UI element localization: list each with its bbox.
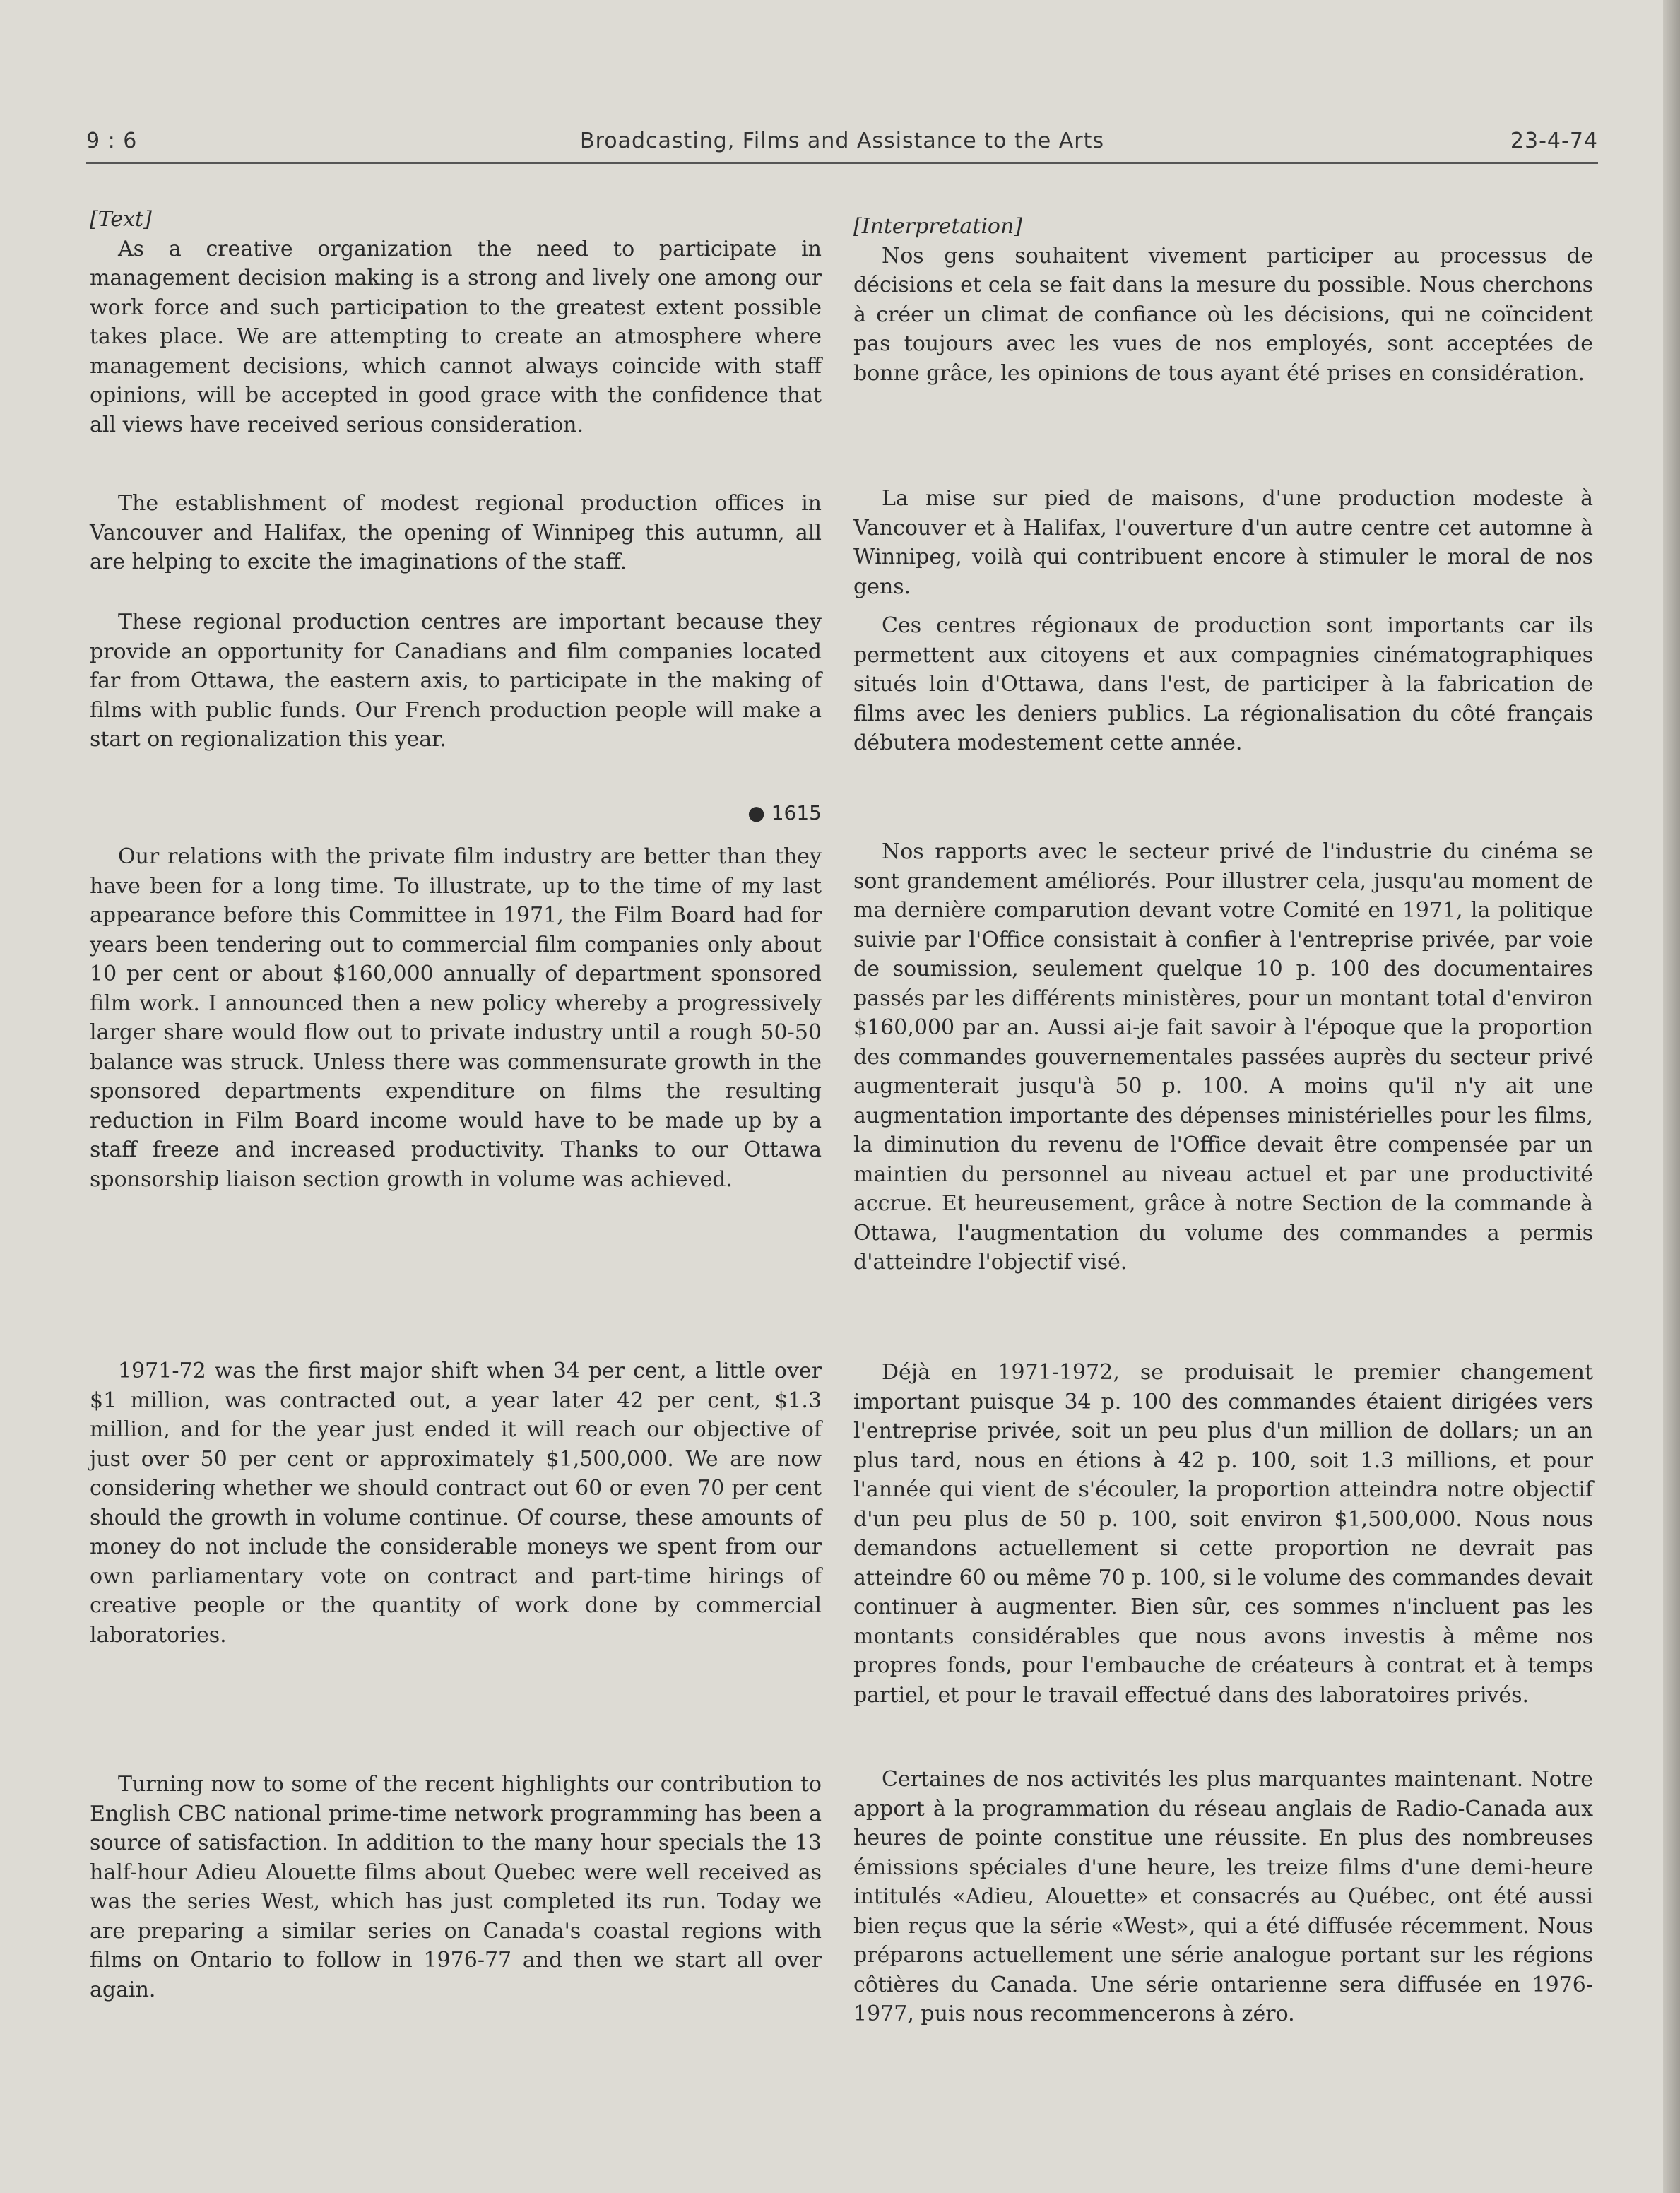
english-paragraph-1: As a creative organization the need to participate in management decision making is a strong and lively one among our work force and such participation to the greatest extent possible takes place. We are attempting to create an atmosphere where management decisions, which cannot always coincide with staff opinions, will be accepted in good grace with the confidence that all views have received serious consideration.: [90, 236, 822, 437]
english-section-marker: [90, 798, 822, 828]
english-section-5: [90, 1356, 822, 1650]
english-paragraph-2: The establishment of modest regional production offices in Vancouver and Halifax, the opening of Winnipeg this autumn, all are helping to excite the imaginations of the staff.: [90, 491, 822, 574]
header-date: 23-4-74: [1510, 129, 1598, 153]
time-marker: ● 1615: [747, 801, 822, 824]
french-section-6: [853, 1765, 1593, 2029]
french-section-5: [853, 1358, 1593, 1710]
english-section-6: [90, 1770, 822, 2004]
text-label: [Text]: [90, 207, 152, 232]
interpretation-label: [Interpretation]: [853, 214, 1023, 239]
english-section-3: [90, 608, 822, 755]
english-section-2: [90, 489, 822, 577]
english-paragraph-4: Our relations with the private film industry are better than they have been for a long time. To illustrate, up to the time of my last appearance before this Committee in 1971, the Film Board had for years been tendering out to commercial film companies only about 10 per cent or about $160,000 annually of department sponsored film work. I announced then a new policy whereby a progressively larger share would flow out to private industry until a rough 50-50 balance was struck. Unless there was commensurate growth in the sponsored departments expenditure on films the resulting reduction in Film Board income would have to be made up by a staff freeze and increased productivity. Thanks to our Ottawa sponsorship liaison section growth in volume was achieved.: [90, 844, 822, 1192]
running-title: Broadcasting, Films and Assistance to the Arts: [580, 129, 1104, 153]
english-paragraph-5: 1971-72 was the first major shift when 34 per cent, a little over $1 million, was contracted out, a year later 42 per cent, $1.3 million, and for the year just ended it will reach our objective of just over 50 per cent or approximately $1,500,000. We are now considering whether we should contract out 60 or even 70 per cent should the growth in volume continue. Of course, these amounts of money do not include the considerable moneys we spent from our own parliamentary vote on contract and part-time hirings of creative people or the quantity of work done by commercial laboratories.: [90, 1359, 822, 1648]
french-paragraph-5: Déjà en 1971-1972, se produisait le premier changement important puisque 34 p. 100 des commandes étaient dirigées vers l'entreprise privée, soit un peu plus d'un million de dollars; un an plus tard, nous en étions à 42 p. 100, soit 1.3 millions, et pour l'année qui vient de s'écouler, la proportion atteindra notre objectif d'un peu plus de 50 p. 100, soit environ $1,500,000. Nous nous demandons actuellement si cette proportion ne devrait pas atteindre 60 ou même 70 p. 100, si le volume des commandes devait continuer à augmenter. Bien sûr, ces sommes n'incluent pas les montants considérables que nous avons investis à même nos propres fonds, pour l'embauche de créateurs à contrat et à temps partiel, et pour le travail effectué dans des laboratoires privés.: [853, 1360, 1593, 1708]
french-section-2: [853, 484, 1593, 601]
english-section-4: [90, 842, 822, 1194]
french-paragraph-4: Nos rapports avec le secteur privé de l'industrie du cinéma se sont grandement améliorés. Pour illustrer cela, jusqu'au moment de ma dernière comparution devant votre Comité en 1971, la politique suivie par l'Office consistait à confier à l'entreprise privée, par voie de soumission, seulement quelque 10 p. 100 des documentaires passés par les différents ministères, pour un montant total d'environ $160,000 par an. Aussi ai-je fait savoir à l'époque que la proportion des commandes gouvernementales passées auprès du secteur privé augmenterait jusqu'à 50 p. 100. A moins qu'il n'y ait une augmentation importante des dépenses ministérielles pour les films, la diminution du revenu de l'Office devait être compensée par un maintien du personnel au niveau actuel et par une productivité accrue. Et heureusement, grâce à notre Section de la commande à Ottawa, l'augmentation du volume des commandes a permis d'atteindre l'objectif visé.: [853, 839, 1593, 1275]
french-section-4: [853, 837, 1593, 1277]
english-section-1: [90, 205, 822, 439]
page-binding-edge: [1663, 0, 1680, 2193]
page-number: 9 : 6: [86, 129, 138, 153]
french-paragraph-6: Certaines de nos activités les plus marquantes maintenant. Notre apport à la programmation du réseau anglais de Radio-Canada aux heures de pointe constitue une réussite. En plus des nombreuses émissions spéciales d'une heure, les treize films d'une demi-heure intitulés «Adieu, Alouette» et consacrés au Québec, ont été aussi bien reçus que la série «West», qui a été diffusée récemment. Nous préparons actuellement une série analogue portant sur les régions côtières du Canada. Une série ontarienne sera diffusée en 1976-1977, puis nous recommencerons à zéro.: [853, 1767, 1593, 2026]
english-paragraph-6: Turning now to some of the recent highlights our contribution to English CBC national prime-time network programming has been a source of satisfaction. In addition to the many hour specials the 13 half-hour Adieu Alouette films about Quebec were well received as was the series West, which has just completed its run. Today we are preparing a similar series on Canada's coastal regions with films on Ontario to follow in 1976-77 and then we start all over again.: [90, 1772, 822, 2002]
page-header: [86, 124, 1598, 164]
french-paragraph-3: Ces centres régionaux de production sont importants car ils permettent aux citoyens et aux compagnies cinématographiques situés loin d'Ottawa, dans l'est, de participer à la fabrication de films avec les deniers publics. La régionalisation du côté français débutera modestement cette année.: [853, 613, 1593, 755]
french-paragraph-1: Nos gens souhaitent vivement participer au processus de décisions et cela se fait dans la mesure du possible. Nous cherchons à créer un climat de confiance où les décisions, qui ne coïncident pas toujours avec les vues de nos employés, sont acceptées de bonne grâce, les opinions de tous ayant été prises en considération.: [853, 243, 1593, 386]
french-paragraph-2: La mise sur pied de maisons, d'une production modeste à Vancouver et à Halifax, l'ouverture d'un autre centre cet automne à Winnipeg, voilà qui contribuent encore à stimuler le moral de nos gens.: [853, 486, 1593, 599]
french-section-1: [853, 212, 1593, 388]
english-paragraph-3: These regional production centres are important because they provide an opportunity for Canadians and film companies located far from Ottawa, the eastern axis, to participate in the making of films with public funds. Our French production people will make a start on regionalization this year.: [90, 610, 822, 752]
french-section-3: [853, 611, 1593, 758]
